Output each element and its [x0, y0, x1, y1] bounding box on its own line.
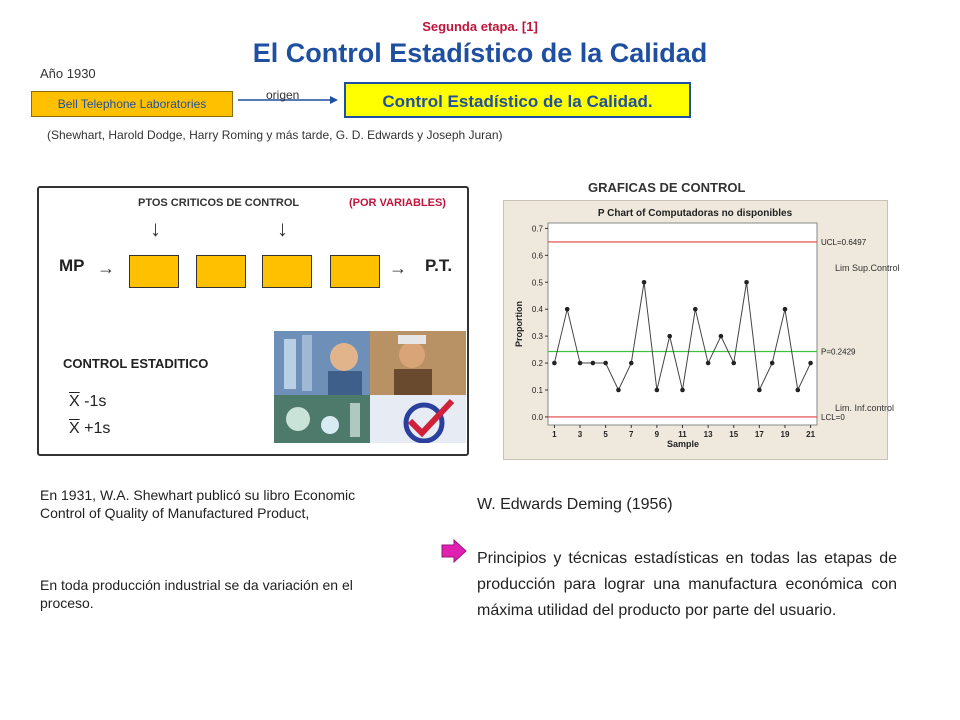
data-point	[808, 361, 813, 366]
data-point	[706, 361, 711, 366]
pt-label: P.T.	[425, 256, 453, 275]
data-point	[655, 388, 660, 393]
data-point	[744, 280, 749, 285]
x-tick-label: 3	[577, 430, 583, 439]
ucl-label: UCL=0.6497	[821, 237, 867, 247]
right-arrow-icon: →	[389, 258, 407, 278]
down-arrow-icon: ↓	[277, 216, 288, 241]
p-chart-panel	[503, 200, 888, 460]
data-point	[770, 361, 775, 366]
y-tick-label: 0.0	[531, 412, 543, 422]
down-arrow-icon: ↓	[150, 216, 161, 241]
control-estadistico-box: Control Estadístico de la Calidad.	[344, 82, 691, 118]
x-tick-label: 1	[552, 430, 557, 439]
data-point	[603, 361, 608, 366]
y-axis-label: Proportion	[514, 301, 524, 347]
x-tick-label: 9	[654, 430, 660, 439]
y-tick-label: 0.2	[531, 359, 543, 369]
process-panel	[37, 186, 469, 456]
control-charts-heading: GRAFICAS DE CONTROL	[588, 180, 746, 195]
contributors-text: (Shewhart, Harold Dodge, Harry Roming y más tarde, G. D. Edwards y Joseph Juran)	[47, 128, 503, 142]
center-label: P=0.2429	[821, 347, 856, 357]
upper-limit-label: Lim Sup.Control	[835, 263, 900, 273]
right-arrow-icon: →	[97, 258, 115, 278]
chart-title: P Chart of Computadoras no disponibles	[597, 208, 793, 219]
y-tick-label: 0.3	[531, 332, 543, 342]
data-point	[629, 361, 634, 366]
data-point	[719, 334, 724, 339]
data-point	[565, 307, 570, 312]
shewhart-paragraph: En 1931, W.A. Shewhart publicó su libro Economic Control of Quality of Manufactured Product,	[40, 487, 356, 521]
x-tick-label: 17	[754, 430, 764, 439]
data-point	[757, 388, 762, 393]
data-point	[680, 388, 685, 393]
mp-label: MP	[59, 256, 85, 275]
origin-label: origen	[266, 88, 300, 102]
control-estadistico-label: CONTROL ESTADITICO	[63, 356, 209, 371]
process-stage	[196, 255, 246, 288]
lcl-label: LCL=0	[821, 412, 845, 422]
plot-area	[548, 223, 817, 425]
x-tick-label: 19	[780, 430, 790, 439]
process-stage	[262, 255, 312, 288]
year-label: Año 1930	[40, 66, 96, 81]
x-axis-label: Sample	[666, 439, 700, 449]
process-stage	[330, 255, 380, 288]
arrow-bullet-icon	[441, 539, 467, 563]
data-point	[642, 280, 647, 285]
lower-limit-label: Lim. Inf.control	[835, 403, 895, 413]
variation-paragraph: En toda producción industrial se da variación en el proceso.	[40, 577, 353, 611]
slide-title: El Control Estadístico de la Calidad	[252, 38, 708, 68]
x-tick-label: 13	[703, 430, 713, 439]
p-chart	[504, 201, 887, 459]
slide-subtitle: Segunda etapa. [1]	[422, 19, 538, 34]
x-tick-label: 11	[678, 430, 687, 439]
variables-label: (POR VARIABLES)	[349, 197, 446, 209]
data-point	[693, 307, 698, 312]
x-minus-formula: $\overline{X}$ -1s	[69, 393, 107, 410]
y-tick-label: 0.7	[531, 224, 543, 234]
data-point	[578, 361, 583, 366]
data-point	[591, 361, 596, 366]
x-tick-label: 15	[729, 430, 739, 439]
x-tick-label: 5	[603, 430, 608, 439]
lab-photo-collage	[274, 331, 466, 443]
data-point	[783, 307, 788, 312]
y-tick-label: 0.4	[531, 305, 543, 315]
data-point	[616, 388, 621, 393]
data-point	[667, 334, 672, 339]
x-tick-label: 7	[629, 430, 634, 439]
bell-labs-box: Bell Telephone Laboratories	[31, 91, 233, 117]
data-point	[795, 388, 800, 393]
data-point	[731, 361, 736, 366]
y-tick-label: 0.1	[531, 385, 543, 395]
deming-paragraph: Principios y técnicas estadísticas en todas las etapas de producción para lograr una manufactura económica con máxima utilidad del producto por parte del usuario.	[477, 550, 897, 619]
data-point	[552, 361, 557, 366]
deming-title: W. Edwards Deming (1956)	[477, 496, 673, 513]
y-tick-label: 0.5	[531, 278, 543, 288]
y-tick-label: 0.6	[531, 251, 543, 261]
process-stage	[129, 255, 179, 288]
x-plus-formula: $\overline{X} +1s$	[69, 420, 111, 437]
critical-points-label: PTOS CRITICOS DE CONTROL	[138, 197, 300, 209]
x-tick-label: 21	[806, 430, 816, 439]
